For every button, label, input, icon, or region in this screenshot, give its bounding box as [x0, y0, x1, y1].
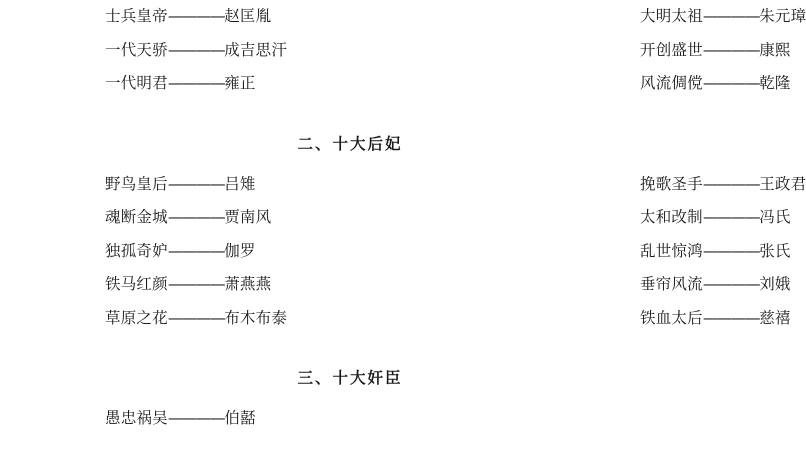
- entry-column-right: [315, 7, 806, 25]
- section-heading-treacherous-officials: 三、十大奸臣: [297, 369, 403, 387]
- entry-separator: ————: [702, 7, 760, 25]
- entry-person: 吕雉: [224, 174, 256, 193]
- entry-separator: ————: [167, 7, 225, 25]
- entry-row: [60, 411, 640, 427]
- entry-title: 大明太祖: [640, 7, 703, 25]
- section-gap: [60, 154, 640, 177]
- entry-separator: ————: [167, 40, 225, 59]
- entry-title: 垂帘风流: [640, 275, 703, 293]
- entry-title: 愚忠祸吴: [105, 409, 168, 427]
- entry-column-left: [60, 277, 315, 293]
- entry-person: 赵匡胤: [224, 7, 272, 25]
- entry-column-right: [315, 174, 806, 193]
- entry-person: 伯嚭: [224, 409, 256, 427]
- entry-column-left: [60, 76, 315, 92]
- entry-item: [105, 40, 288, 59]
- entry-item: [105, 308, 288, 327]
- entry-person: 慈禧: [759, 308, 791, 327]
- entry-person: 康熙: [759, 40, 791, 59]
- entry-column-right: [315, 411, 640, 427]
- entry-column-right: [315, 208, 791, 226]
- entry-title: 太和改制: [640, 208, 703, 226]
- entry-column-left: [60, 9, 315, 25]
- entry-title: 铁马红颜: [105, 275, 168, 293]
- entry-person: 张氏: [759, 241, 791, 260]
- entry-separator: ————: [167, 308, 225, 327]
- entry-item: [105, 241, 256, 260]
- entry-item: [105, 9, 271, 25]
- entry-row: [60, 7, 806, 25]
- entry-row: [60, 275, 791, 293]
- entry-title: 挽歌圣手: [640, 174, 703, 193]
- entry-person: 朱元璋: [759, 7, 806, 25]
- entry-item: [640, 174, 806, 193]
- entry-column-left: [60, 308, 315, 327]
- entry-separator: ————: [167, 174, 225, 193]
- entry-person: 冯氏: [759, 208, 791, 226]
- entry-column-right: [315, 308, 791, 327]
- entry-separator: ————: [702, 40, 760, 59]
- entry-separator: ————: [702, 208, 760, 226]
- entry-item: [105, 277, 271, 293]
- section-gap: [60, 388, 640, 411]
- entry-column-left: [60, 174, 315, 193]
- entry-column-right: [315, 275, 791, 293]
- entry-title: 野鸟皇后: [105, 174, 168, 193]
- entry-person: 萧燕燕: [224, 275, 272, 293]
- entry-separator: ————: [167, 275, 225, 293]
- entry-item: [105, 411, 256, 427]
- entry-title: 草原之花: [105, 308, 168, 327]
- entry-person: 乾隆: [759, 74, 791, 92]
- entry-separator: ————: [167, 208, 225, 226]
- entry-column-left: [60, 210, 315, 226]
- entry-person: 伽罗: [224, 241, 256, 260]
- entry-row: [60, 40, 791, 59]
- emperor-list-block: [60, 7, 806, 92]
- entry-title: 一代明君: [105, 74, 168, 92]
- entry-title: 独孤奇妒: [105, 241, 168, 260]
- entry-separator: ————: [702, 74, 760, 92]
- entry-item: [640, 277, 791, 293]
- entry-row: [60, 74, 791, 92]
- entry-person: 布木布泰: [224, 308, 288, 327]
- entry-item: [105, 210, 271, 226]
- entry-separator: ————: [702, 275, 760, 293]
- entry-separator: ————: [167, 74, 225, 92]
- entry-item: [105, 174, 256, 193]
- entry-title: 风流倜傥: [640, 74, 703, 92]
- entry-person: 王政君: [759, 174, 806, 193]
- entry-separator: ————: [167, 409, 225, 427]
- entry-row: [60, 174, 806, 193]
- entry-separator: ————: [702, 308, 760, 327]
- entry-separator: ————: [702, 241, 760, 260]
- section-heading-consorts: 二、十大后妃: [297, 134, 403, 153]
- entry-column-left: [60, 411, 315, 427]
- consort-list-block: [60, 174, 806, 327]
- entry-title: 铁血太后: [640, 308, 703, 327]
- entry-title: 一代天骄: [105, 40, 168, 59]
- section-gap: [60, 110, 640, 132]
- entry-row: [60, 208, 791, 226]
- entry-title: 乱世惊鸿: [640, 241, 703, 260]
- entry-title: 士兵皇帝: [105, 7, 168, 25]
- entry-title: 开创盛世: [640, 40, 703, 59]
- entry-item: [640, 308, 791, 327]
- entry-person: 雍正: [224, 74, 256, 92]
- entry-item: [105, 76, 256, 92]
- entry-column-right: [315, 74, 791, 92]
- entry-item: [640, 9, 806, 25]
- entry-item: [640, 40, 791, 59]
- entry-title: 魂断金城: [105, 208, 168, 226]
- entry-row: [60, 308, 791, 327]
- entry-person: 贾南风: [224, 208, 272, 226]
- entry-person: 刘娥: [759, 275, 791, 293]
- entry-item: [640, 210, 791, 226]
- entry-column-right: [315, 40, 791, 59]
- entry-person: 成吉思汗: [224, 40, 288, 59]
- entry-separator: ————: [167, 241, 225, 260]
- section-gap: [60, 344, 640, 366]
- entry-item: [640, 241, 791, 260]
- entry-item: [640, 76, 791, 92]
- treacherous-official-list-block: [60, 411, 640, 427]
- entry-row: [60, 241, 791, 260]
- entry-column-left: [60, 40, 315, 59]
- entry-separator: ————: [702, 174, 760, 193]
- entry-column-right: [315, 241, 791, 260]
- entry-column-left: [60, 241, 315, 260]
